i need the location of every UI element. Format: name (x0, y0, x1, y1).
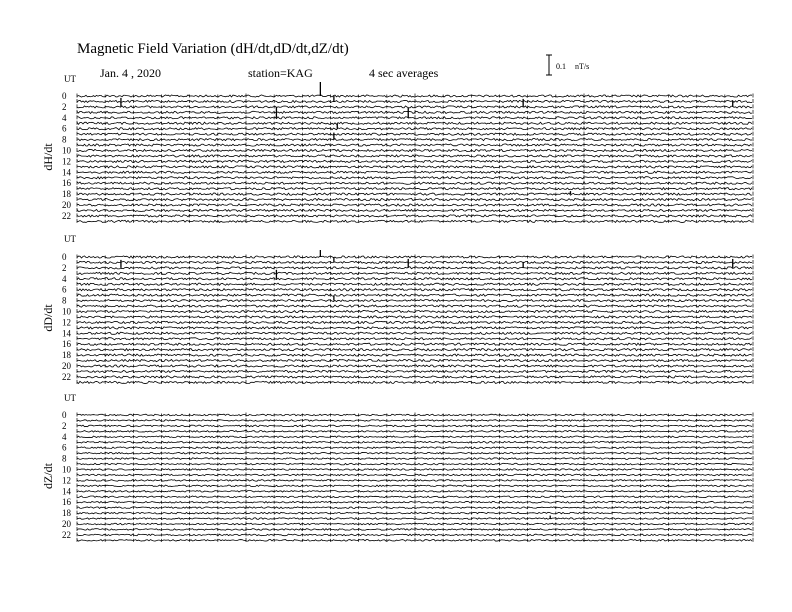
trace-row (77, 177, 752, 179)
trace-row (77, 95, 752, 97)
trace-row (77, 458, 752, 460)
ut-label: UT (64, 393, 76, 403)
hour-tick-label: 10 (62, 464, 71, 475)
trace-row (77, 332, 752, 334)
trace-row (77, 209, 752, 211)
averaging-label: 4 sec averages (369, 66, 439, 80)
hour-tick-label: 20 (62, 200, 71, 210)
trace-row (77, 381, 752, 383)
trace-row (77, 349, 752, 351)
trace-row (77, 256, 752, 258)
hour-tick-label: 8 (62, 295, 67, 306)
scale-bar (546, 55, 589, 75)
panel-ylabel: dZ/dt (41, 463, 55, 489)
hour-tick-label: 12 (62, 317, 71, 328)
ut-label: UT (64, 234, 76, 244)
hour-tick-label: 14 (62, 328, 71, 339)
trace-row (77, 507, 752, 509)
trace-row (77, 193, 752, 195)
trace-row (77, 278, 752, 280)
date-label: Jan. 4 , 2020 (100, 66, 161, 80)
trace-row (77, 283, 752, 285)
trace-row (77, 267, 752, 269)
hour-tick-label: 8 (62, 453, 67, 464)
trace-row (77, 512, 752, 514)
trace-row (77, 188, 752, 190)
hour-tick-label: 6 (62, 442, 67, 453)
hour-tick-label: 6 (62, 123, 67, 134)
trace-row (77, 534, 752, 536)
hour-tick-label: 8 (62, 134, 67, 145)
hour-tick-label: 20 (62, 519, 71, 529)
hour-tick-label: 4 (62, 273, 67, 284)
trace-row (77, 160, 752, 162)
trace-row (77, 469, 752, 471)
trace-row (77, 149, 752, 151)
hour-tick-label: 22 (62, 529, 71, 540)
trace-row (77, 316, 752, 318)
trace-row (77, 300, 752, 302)
hour-tick-label: 0 (62, 252, 67, 262)
hour-tick-label: 18 (62, 508, 71, 519)
trace-row (77, 139, 752, 141)
trace-row (77, 436, 752, 438)
hour-tick-label: 22 (62, 210, 71, 221)
hour-tick-label: 18 (62, 189, 71, 200)
trace-row (77, 155, 752, 157)
trace-row (77, 310, 752, 312)
trace-row (77, 431, 752, 433)
panel-1 (41, 74, 753, 223)
scale-value: 0.1 (556, 62, 566, 71)
trace-row (77, 420, 752, 422)
hour-tick-label: 16 (62, 178, 71, 189)
hour-tick-label: 6 (62, 284, 67, 295)
trace-row (77, 425, 752, 427)
trace-row (77, 452, 752, 454)
chart-title: Magnetic Field Variation (dH/dt,dD/dt,dZ/dt) (77, 41, 349, 57)
ut-label: UT (64, 74, 76, 84)
trace-row (77, 215, 752, 217)
trace-row (77, 122, 752, 124)
trace-row (77, 529, 752, 531)
hour-tick-label: 20 (62, 361, 71, 371)
trace-row (77, 338, 752, 340)
trace-row (77, 359, 752, 361)
trace-row (77, 485, 752, 487)
trace-row (77, 305, 752, 307)
hour-tick-label: 14 (62, 486, 71, 497)
hour-tick-label: 16 (62, 339, 71, 350)
hour-tick-label: 4 (62, 112, 67, 123)
panel-2 (41, 234, 753, 384)
trace-row (77, 133, 752, 135)
trace-row (77, 171, 752, 173)
trace-row (77, 327, 752, 329)
hour-tick-label: 2 (62, 101, 67, 112)
hour-tick-label: 0 (62, 91, 67, 101)
trace-row (77, 272, 752, 274)
trace-row (77, 501, 752, 503)
trace-row (77, 321, 752, 323)
trace-row (77, 261, 752, 263)
panels (41, 74, 753, 542)
trace-row (77, 198, 752, 200)
trace-row (77, 370, 752, 372)
trace-row (77, 496, 752, 498)
trace-row (77, 480, 752, 482)
hour-tick-label: 16 (62, 497, 71, 508)
trace-row (77, 220, 752, 222)
hour-tick-label: 10 (62, 306, 71, 317)
hour-tick-label: 18 (62, 350, 71, 361)
hour-tick-label: 0 (62, 410, 67, 420)
trace-row (77, 354, 752, 356)
hour-tick-label: 12 (62, 156, 71, 167)
trace-row (77, 491, 752, 493)
trace-row (77, 166, 752, 168)
scale-unit: nT/s (575, 62, 590, 71)
trace-row (77, 144, 752, 146)
hour-tick-label: 2 (62, 262, 67, 273)
trace-row (77, 128, 752, 130)
trace-row (77, 204, 752, 206)
trace-row (77, 463, 752, 465)
trace-row (77, 182, 752, 184)
trace-row (77, 414, 752, 416)
hour-tick-label: 2 (62, 420, 67, 431)
panel-ylabel: dH/dt (41, 143, 55, 171)
trace-row (77, 117, 752, 119)
trace-row (77, 106, 752, 108)
trace-row (77, 100, 752, 102)
trace-row (77, 365, 752, 367)
trace-row (77, 441, 752, 443)
trace-row (77, 518, 752, 520)
hour-tick-label: 12 (62, 475, 71, 486)
trace-row (77, 540, 752, 542)
panel-ylabel: dD/dt (41, 304, 55, 332)
trace-row (77, 523, 752, 525)
hour-tick-label: 22 (62, 371, 71, 382)
trace-row (77, 474, 752, 476)
trace-row (77, 294, 752, 296)
trace-row (77, 447, 752, 449)
hour-tick-label: 10 (62, 145, 71, 156)
panel-3 (41, 393, 753, 542)
station-label: station=KAG (248, 66, 313, 80)
hour-tick-label: 14 (62, 167, 71, 178)
trace-row (77, 289, 752, 291)
trace-row (77, 376, 752, 378)
hour-tick-label: 4 (62, 431, 67, 442)
trace-row (77, 111, 752, 113)
trace-row (77, 343, 752, 345)
